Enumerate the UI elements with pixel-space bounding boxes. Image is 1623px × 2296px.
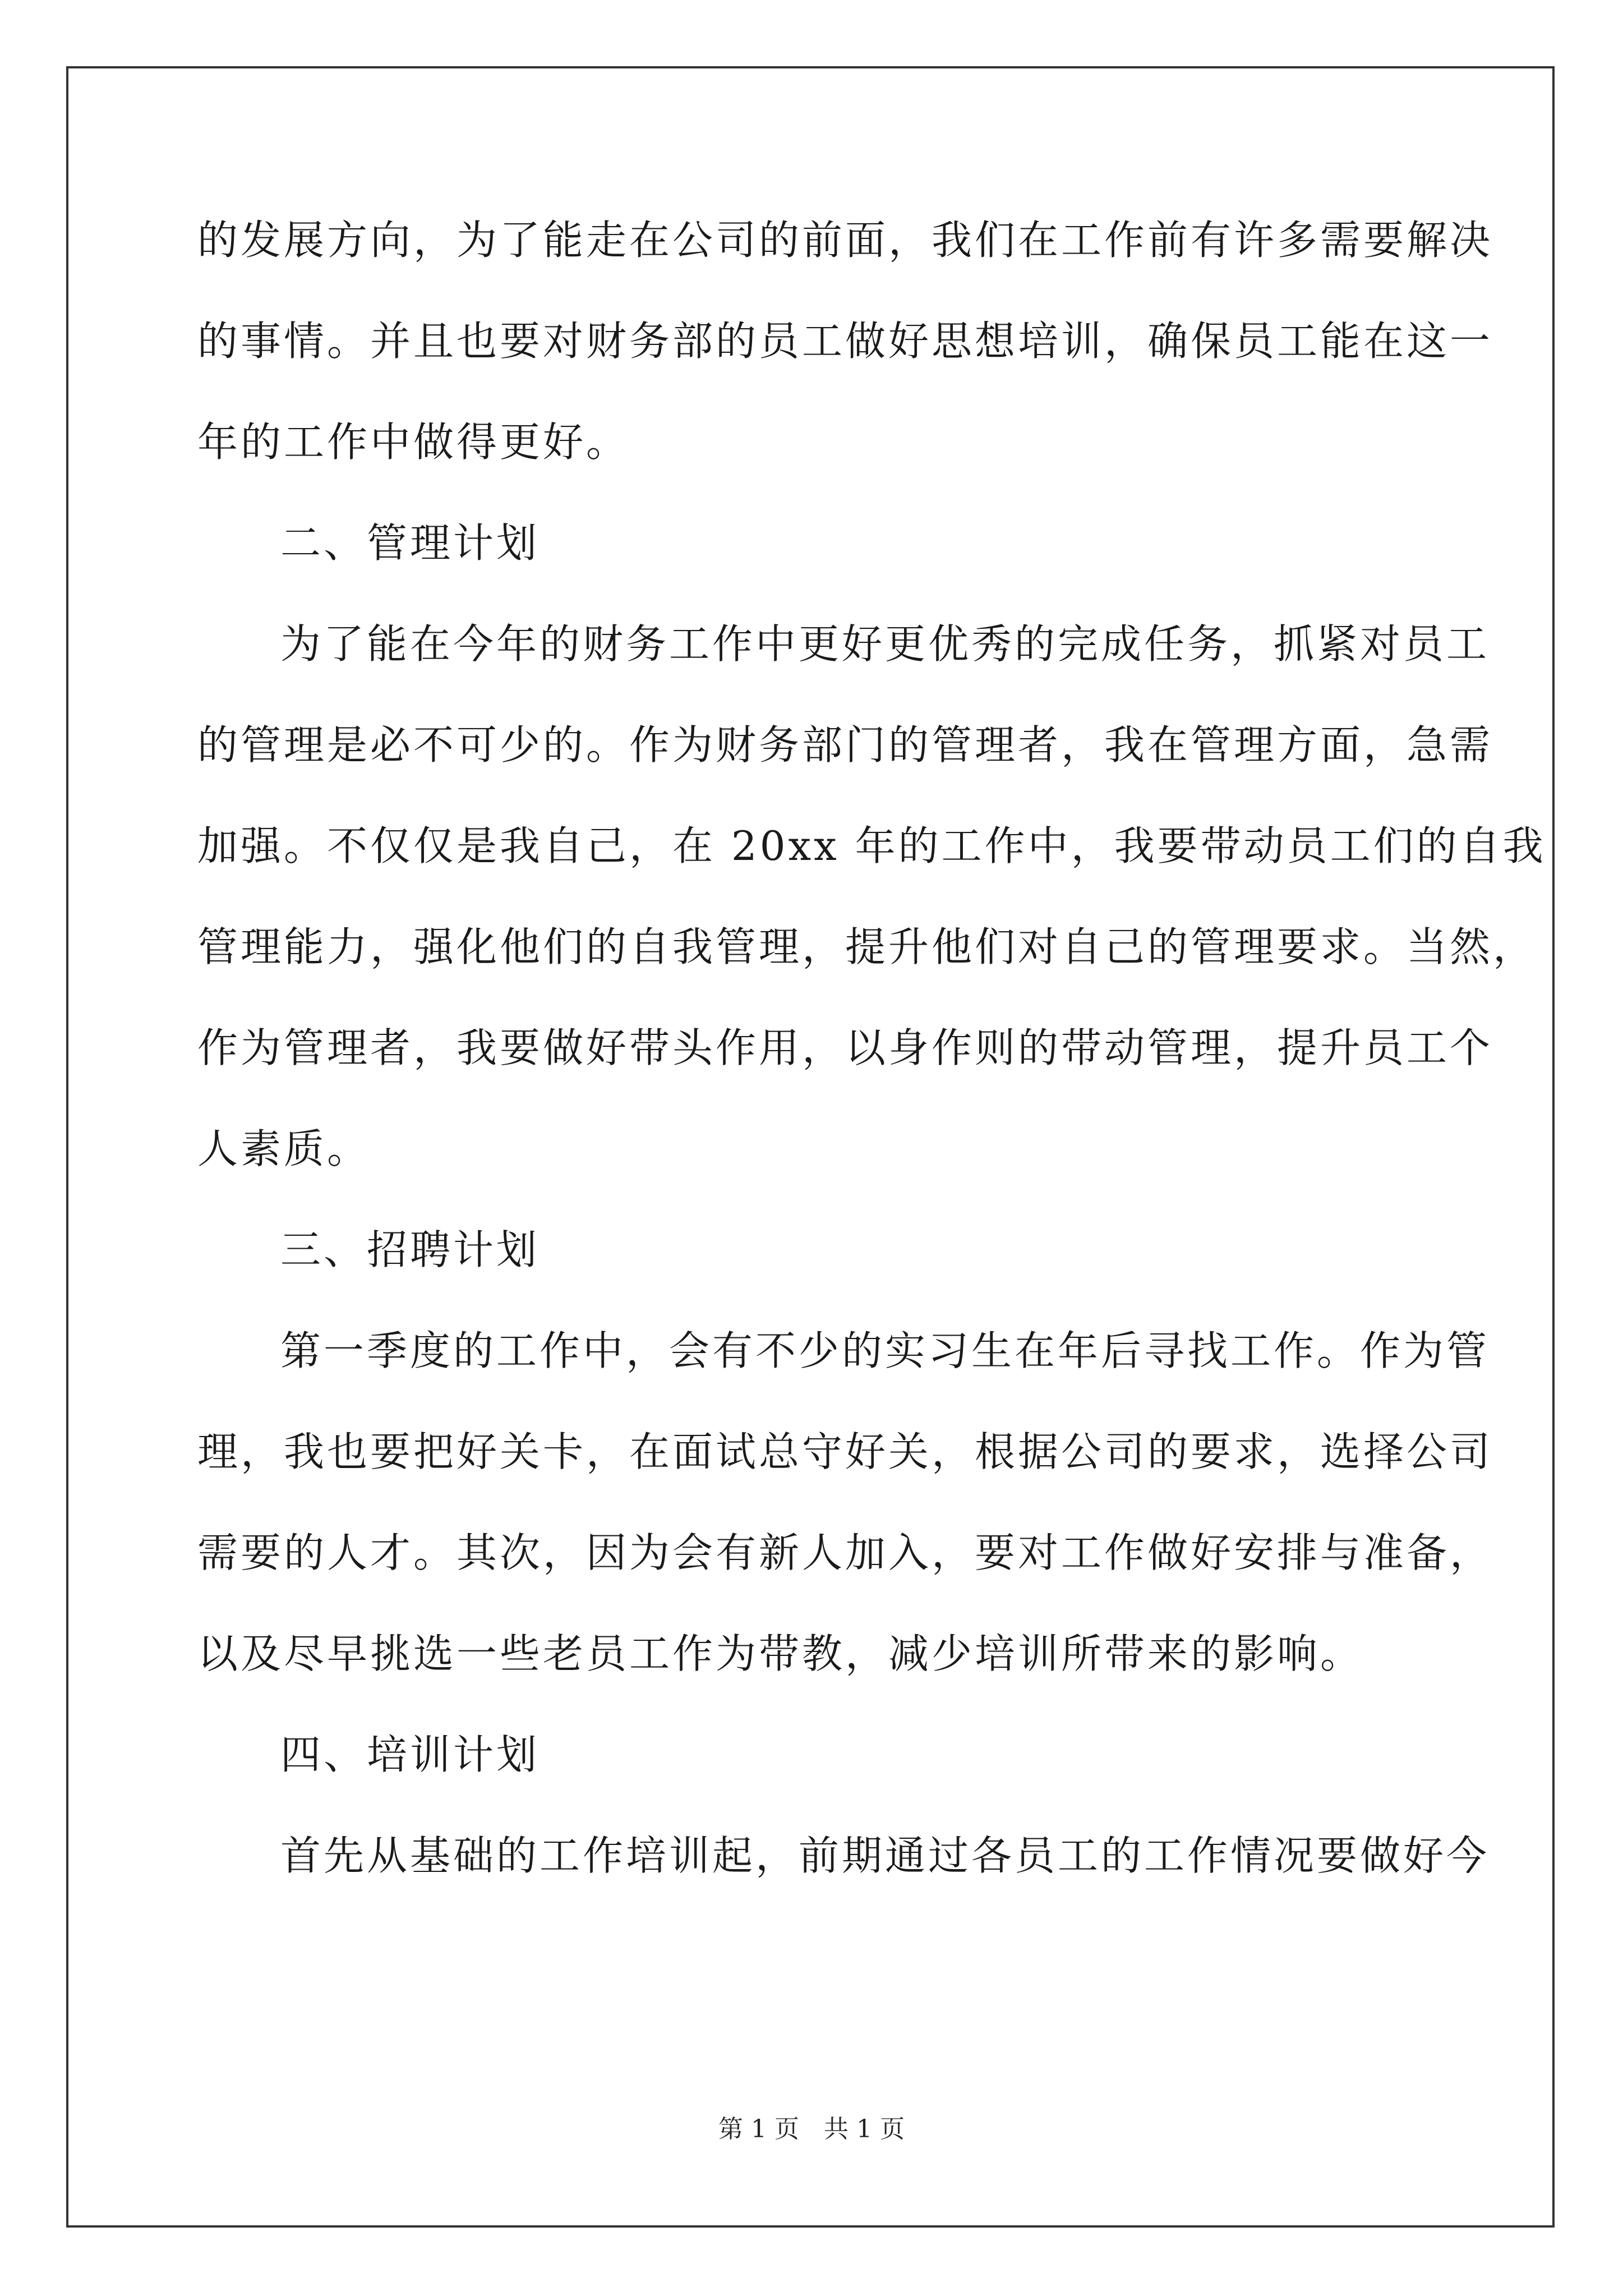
text-line: 作为管理者，我要做好带头作用，以身作则的带动管理，提升员工个 bbox=[197, 1024, 1493, 1071]
text-line: 管理能力，强化他们的自我管理，提升他们对自己的管理要求。当然， bbox=[197, 923, 1537, 970]
section-heading: 三、招聘计划 bbox=[280, 1226, 540, 1273]
text-line: 理，我也要把好关卡，在面试总守好关，根据公司的要求，选择公司 bbox=[197, 1428, 1493, 1475]
text-line: 的管理是必不可少的。作为财务部门的管理者，我在管理方面，急需 bbox=[197, 721, 1493, 769]
text-line: 需要的人才。其次，因为会有新人加入，要对工作做好安排与准备， bbox=[197, 1529, 1493, 1576]
text-line: 年的工作中做得更好。 bbox=[197, 418, 630, 466]
text-line: 加强。不仅仅是我自己，在 20xx 年的工作中，我要带动员工们的自我 bbox=[197, 822, 1546, 869]
text-line: 以及尽早挑选一些老员工作为带教，减少培训所带来的影响。 bbox=[197, 1630, 1364, 1677]
text-line: 的事情。并且也要对财务部的员工做好思想培训，确保员工能在这一 bbox=[197, 318, 1493, 365]
section-heading: 四、培训计划 bbox=[280, 1731, 540, 1778]
text-line: 人素质。 bbox=[197, 1125, 371, 1172]
text-line: 为了能在今年的财务工作中更好更优秀的完成任务，抓紧对员工 bbox=[280, 620, 1490, 668]
page-footer: 第 1 页 共 1 页 bbox=[718, 2115, 905, 2143]
text-line: 第一季度的工作中，会有不少的实习生在年后寻找工作。作为管 bbox=[280, 1327, 1490, 1374]
text-line: 首先从基础的工作培训起，前期通过各员工的工作情况要做好今 bbox=[280, 1832, 1490, 1879]
section-heading: 二、管理计划 bbox=[280, 519, 540, 567]
text-line: 的发展方向，为了能走在公司的前面，我们在工作前有许多需要解决 bbox=[197, 217, 1493, 264]
